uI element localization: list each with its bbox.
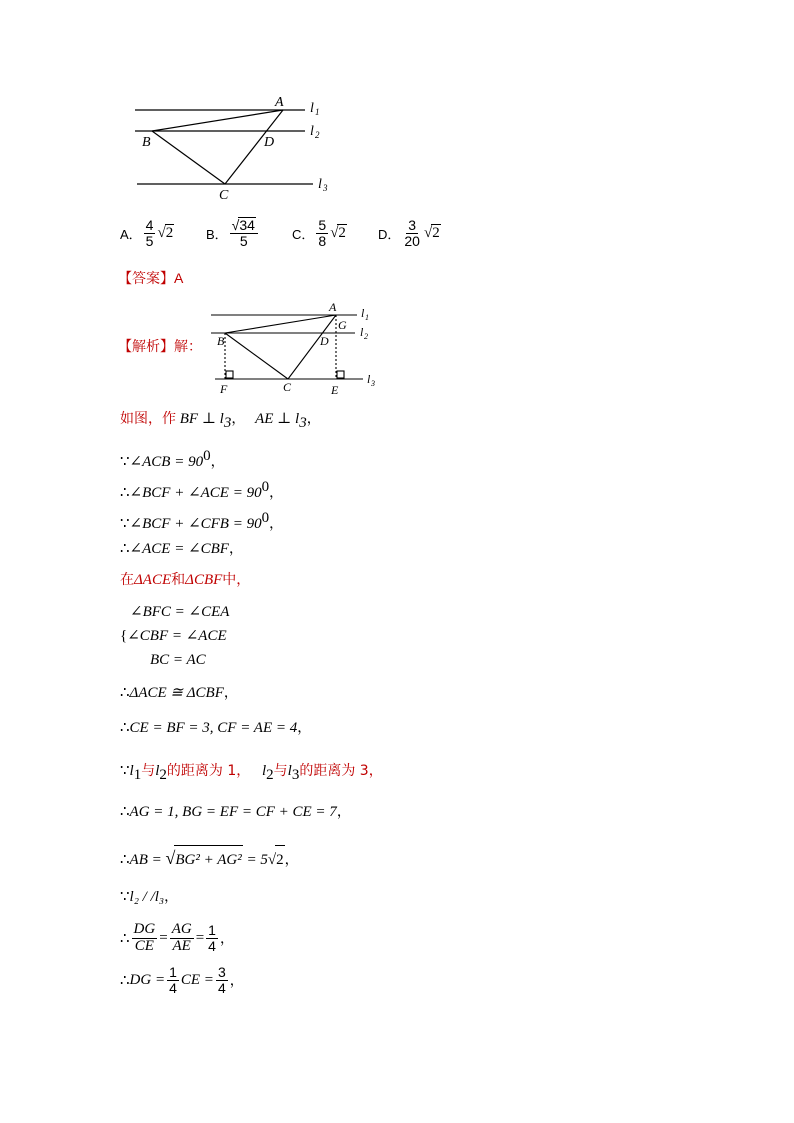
analysis-prefix: 解：	[174, 339, 202, 355]
fraction-ag-ae-num: AG	[171, 920, 192, 937]
step-5	[120, 537, 243, 561]
fraction-1-4-b-den: 4	[169, 979, 177, 996]
label-l3: l	[367, 372, 371, 386]
label-d: D	[264, 135, 275, 150]
therefore-symbol: ∴	[120, 930, 130, 947]
system-brace: {	[120, 628, 128, 644]
label-f: F	[220, 382, 228, 396]
step-9-l1: l	[129, 763, 134, 779]
fraction-ag-ae-den: AE	[172, 937, 191, 954]
step-6-triangle-1: ΔACE	[134, 572, 172, 588]
step-4-degree: 0	[261, 510, 270, 526]
option-c-fraction	[316, 218, 328, 248]
label-l3-sub: 3	[323, 183, 328, 193]
step-3	[120, 475, 283, 499]
therefore-symbol: ∴	[120, 485, 130, 501]
step-6	[120, 568, 250, 592]
step-11-radicand-2: 2	[275, 845, 285, 874]
segment-ac	[288, 315, 336, 379]
option-b-radicand: 34	[239, 217, 255, 234]
step-9-sub2: 2	[159, 767, 167, 783]
step-5-comma: ，	[228, 541, 243, 557]
fraction-3-4	[216, 965, 228, 995]
step-7-math: ΔACE ≅ ΔCBF	[129, 685, 224, 701]
step-6-triangle-2: ΔCBF	[185, 572, 223, 588]
step-8-comma: ，	[297, 720, 312, 736]
option-a-num: 4	[145, 216, 154, 233]
step-9-l2: l	[155, 763, 160, 779]
label-l1: l	[361, 306, 365, 320]
option-b-num: √34	[230, 217, 258, 234]
segment-ab	[225, 315, 336, 333]
step-9-l2b: l	[262, 763, 267, 779]
option-b-letter: B．	[206, 226, 228, 242]
right-angle-f	[226, 371, 233, 378]
option-c-radicand: 2	[338, 225, 346, 241]
step-9-sub1: 1	[133, 767, 142, 783]
step-7	[120, 681, 238, 705]
step-11-comma: ，	[284, 852, 299, 868]
step-9-sub2b: 2	[266, 767, 274, 783]
step-1-math-a: BF ⊥ l	[179, 411, 224, 427]
label-d: D	[320, 334, 329, 348]
therefore-symbol: ∴	[120, 541, 130, 557]
step-11-radicand: BG² + AG²	[174, 845, 242, 874]
step-9	[120, 759, 383, 783]
system-line-2-math: ∠CBF = ∠ACE	[127, 628, 227, 644]
option-a[interactable]: A． $\frac{4}{5}$ √ 2	[120, 216, 174, 249]
option-a-radicand: 2	[165, 225, 174, 241]
segment-bc	[225, 333, 288, 379]
step-12	[120, 885, 178, 909]
option-c-letter: C．	[292, 226, 315, 242]
analysis-line	[118, 336, 202, 356]
therefore-symbol: ∴	[120, 685, 130, 701]
label-l1-sub: 1	[315, 107, 320, 117]
step-4-math: ∠BCF + ∠CFB = 90	[129, 516, 262, 532]
label-e: E	[331, 383, 339, 397]
step-8-math: CE = BF = 3, CF = AE = 4	[129, 720, 298, 736]
step-11-eq: = 5	[246, 852, 268, 868]
step-9-dist-1: 的距离为 1，	[166, 763, 251, 779]
answer-line	[118, 268, 183, 288]
step-10-math: AG = 1, BG = EF = CF + CE = 7	[129, 804, 337, 820]
step-6-and: 和	[171, 572, 186, 588]
option-c[interactable]: C． $\frac{5}{8}$ √ 2	[292, 216, 346, 249]
options-row	[120, 212, 468, 254]
step-3-comma: ，	[269, 485, 284, 501]
option-d-fraction	[402, 218, 422, 248]
option-a-den: 5	[145, 232, 154, 249]
option-d-radicand: 2	[432, 225, 440, 241]
label-l1: l	[310, 101, 314, 116]
step-1-comma-b: ，	[306, 411, 321, 427]
option-c-num: 5	[318, 216, 327, 233]
option-b-fraction	[230, 217, 258, 248]
step-1-sub-b: 3	[299, 415, 307, 431]
step-3-math: ∠BCF + ∠ACE = 90	[129, 485, 262, 501]
step-1-math-b: AE ⊥ l	[255, 411, 300, 427]
step-9-dist-2: 的距离为 3，	[299, 763, 383, 779]
step-10	[120, 800, 351, 824]
because-symbol: ∵	[120, 763, 130, 779]
step-14-pre: DG =	[129, 971, 166, 988]
step-4-comma: ，	[269, 516, 284, 532]
label-l3-sub: 3	[371, 379, 375, 388]
fraction-1-4-den: 4	[208, 937, 216, 954]
option-b-den: 5	[239, 233, 248, 249]
label-l2-sub: 2	[364, 332, 368, 341]
step-14-mid: CE =	[180, 971, 214, 988]
option-b[interactable]	[206, 217, 292, 248]
therefore-symbol: ∴	[120, 804, 130, 820]
step-9-mid-1: 与	[141, 763, 156, 779]
step-14-comma: ，	[229, 973, 244, 989]
step-9-mid-2: 与	[273, 763, 288, 779]
answer-value: A	[174, 270, 184, 286]
label-l1-sub: 1	[365, 313, 369, 322]
therefore-symbol: ∴	[120, 852, 130, 868]
right-angle-e	[337, 371, 344, 378]
because-symbol: ∵	[120, 516, 130, 532]
label-c: C	[219, 188, 229, 203]
step-12-math: l₂ / /l₃	[129, 889, 165, 905]
label-a: A	[329, 300, 337, 314]
label-a: A	[275, 95, 284, 110]
step-11-pre: AB =	[129, 852, 162, 868]
step-1-comma-a: ，	[231, 411, 246, 427]
step-4	[120, 506, 283, 530]
option-c-den: 8	[318, 232, 327, 249]
fraction-1-4-num: 1	[208, 921, 216, 938]
fraction-3-4-den: 4	[217, 979, 226, 996]
figure-2-diagram	[205, 298, 385, 400]
analysis-label: 【解析】	[118, 339, 174, 355]
option-a-letter: A．	[120, 226, 142, 242]
step-9-sub3: 3	[291, 767, 300, 783]
step-2-comma: ，	[210, 454, 225, 470]
step-6-post: 中，	[222, 572, 251, 588]
therefore-symbol: ∴	[120, 720, 130, 736]
step-2-math: ∠ACB = 90	[129, 454, 204, 470]
option-d-den: 20	[404, 232, 420, 249]
fraction-dg-ce	[132, 922, 158, 955]
step-14	[120, 958, 244, 1002]
step-3-degree: 0	[261, 479, 270, 495]
label-l2: l	[360, 325, 364, 339]
step-2	[120, 444, 225, 468]
label-b: B	[217, 334, 225, 348]
therefore-symbol: ∴	[120, 972, 130, 989]
segment-ab	[152, 110, 283, 131]
label-c: C	[283, 380, 292, 394]
label-l2: l	[310, 124, 314, 139]
segment-bc	[152, 131, 225, 184]
figure-1-diagram	[125, 92, 345, 204]
option-d[interactable]: D． $\frac{3}{20}$ √ 2	[378, 216, 440, 249]
label-l3: l	[318, 177, 322, 192]
step-9-l3: l	[287, 763, 292, 779]
fraction-dg-ce-num: DG	[133, 920, 156, 937]
answer-label: 【答案】	[118, 271, 174, 287]
fraction-dg-ce-den: CE	[134, 937, 154, 954]
step-12-comma: ，	[164, 889, 179, 905]
system-line-3: BC = AC	[150, 652, 206, 668]
option-d-letter: D．	[378, 226, 401, 242]
step-1-sub-a: 3	[223, 415, 232, 431]
option-d-num: 3	[408, 216, 417, 233]
step-1-text: 如图，作	[120, 411, 176, 427]
step-8	[120, 716, 311, 740]
because-symbol: ∵	[120, 889, 130, 905]
step-2-degree: 0	[203, 448, 211, 464]
step-11: ∴AB = √BG² + AG² = 5√2，	[120, 844, 299, 872]
system-line-1: ∠BFC = ∠CEA	[130, 604, 230, 620]
label-l2-sub: 2	[315, 130, 320, 140]
fraction-1-4-b	[167, 965, 179, 995]
system-line-2	[120, 624, 227, 648]
step-13: ∴ $\frac{DG}{CE}$ = $\frac{AG}{AE}$ = $\frac{1}{4}$ ，	[120, 920, 234, 954]
step-13-comma: ，	[219, 931, 234, 947]
step-6-pre: 在	[120, 572, 134, 588]
step-5-math: ∠ACE = ∠CBF	[129, 541, 229, 557]
fraction-1-4	[206, 923, 218, 953]
step-1	[120, 407, 321, 431]
fraction-ag-ae	[170, 922, 194, 955]
fraction-3-4-num: 3	[217, 963, 226, 980]
segment-ac	[225, 110, 283, 184]
label-b: B	[142, 135, 151, 150]
label-g: G	[338, 318, 347, 332]
step-7-comma: ，	[223, 685, 238, 701]
fraction-1-4-b-num: 1	[169, 963, 177, 980]
step-10-comma: ，	[336, 804, 351, 820]
because-symbol: ∵	[120, 454, 130, 470]
option-a-fraction	[144, 218, 156, 248]
